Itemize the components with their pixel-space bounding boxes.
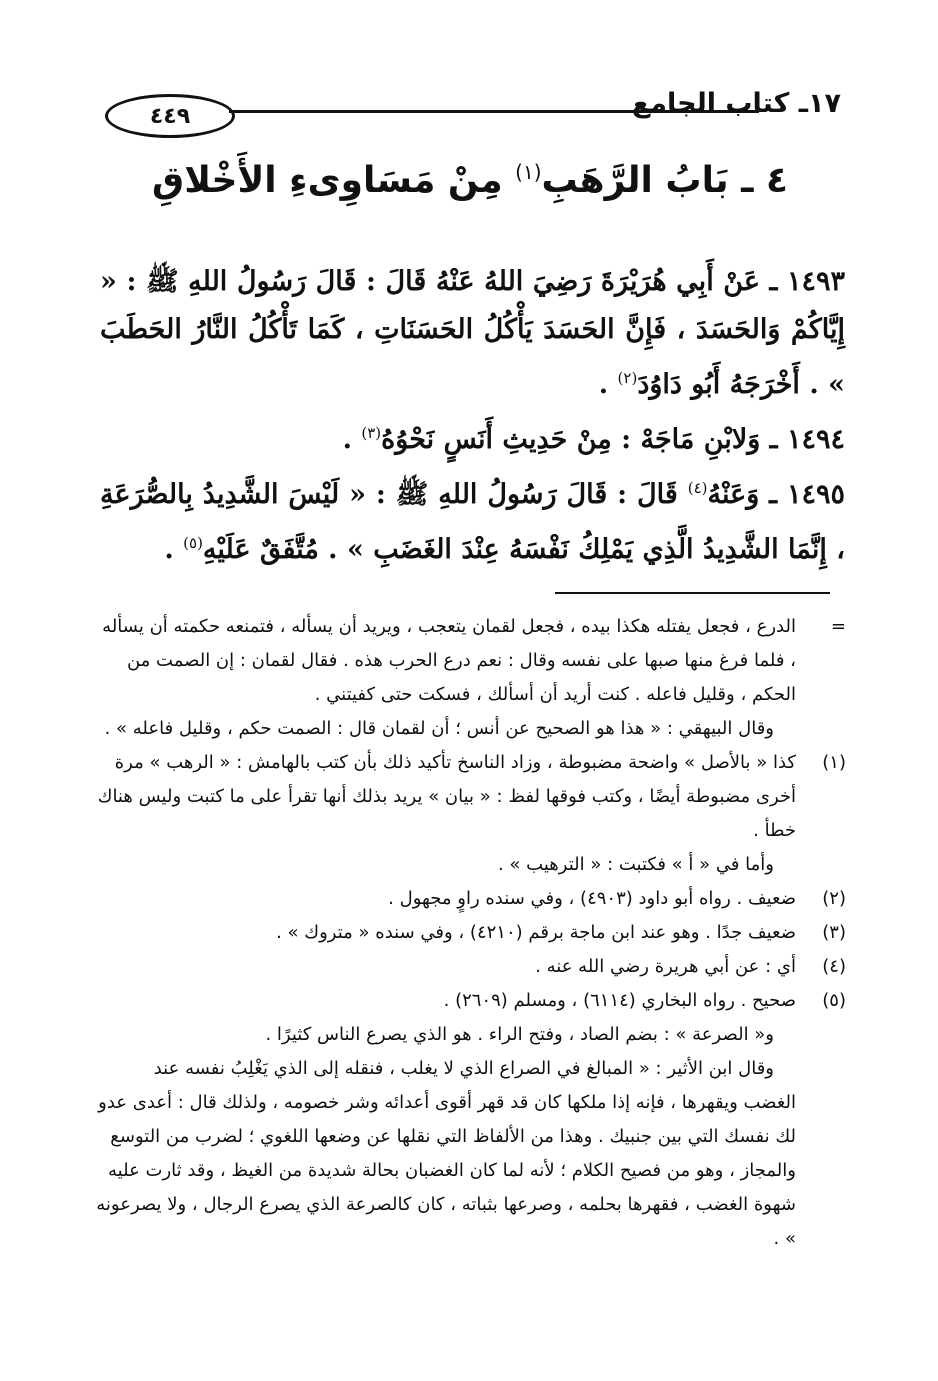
footnote-continued: [96, 610, 846, 746]
footnote-text: ضعيف جدًا . وهو عند ابن ماجة برقم (٤٢١٠) ، وفي سنده « متروك » .: [276, 922, 796, 943]
footnote-marker: (٣): [822, 922, 846, 943]
page-header: [95, 86, 855, 146]
footnote-ref: (١): [515, 160, 542, 184]
hadith-end: .: [598, 369, 618, 400]
footnote-separator: [555, 592, 830, 594]
footnote-text: الدرع ، فجعل يفتله هكذا بيده ، فجعل لقمان يتعجب ، ويريد أن يسأله ، فتمنعه حكمته أن يسأله ، فلما فرغ منها صبها على نفسه وقال : نعم درع الحرب هذه . فقال لقمان : إن الصمت من الحكم ، وقليل فاعله . كنت أريد أن أسألك ، فسكت حتى كفيتني .: [102, 616, 796, 705]
footnote-4: [96, 950, 846, 984]
hadith-end: .: [164, 534, 184, 565]
footnote-text: صحيح . رواه البخاري (٦١١٤) ، ومسلم (٢٦٠٩) .: [443, 990, 796, 1011]
footnote-text: وقال البيهقي : « هذا هو الصحيح عن أنس ؛ أن لقمان قال : الصمت حكم ، وقليل فاعله » .: [104, 718, 774, 739]
footnote-marker: (٢): [822, 888, 846, 909]
footnote-marker: (٤): [822, 956, 846, 977]
footnote-text: وأما في « أ » فكتبت : « الترهيب » .: [497, 854, 774, 875]
footnote-text: و« الصرعة » : بضم الصاد ، وفتح الراء . هو الذي يصرع الناس كثيرًا .: [265, 1024, 774, 1045]
page-number-badge: [105, 94, 235, 138]
hadith-1495: [100, 464, 845, 574]
chapter-heading-end: مِنْ مَسَاوِىءِ الأَخْلاقِ: [152, 160, 516, 201]
footnote-3: [96, 916, 846, 950]
footnote-5: [96, 984, 846, 1256]
hadith-body: ١٤٩٣ ـ عَنْ أَبِي هُرَيْرَةَ رَضِيَ اللهُ عَنْهُ قَالَ : قَالَ رَسُولُ اللهِ ﷺ : « إِيَّاكُمْ وَالحَسَدَ ، فَإِنَّ الحَسَدَ يَأْكُلُ الحَسَنَاتِ ، كَمَا تَأْكُلُ النَّارُ الحَطَبَ » . أَخْرَجَهُ أَبُو دَاوُدَ: [100, 266, 845, 400]
footnote-marker: (١): [822, 752, 846, 773]
running-title: ١٧ـ كتاب الجامع: [631, 88, 841, 119]
footnote-text: أي : عن أبي هريرة رضي الله عنه .: [535, 956, 796, 977]
footnote-ref: (٤): [687, 479, 708, 497]
footnote-marker: (٥): [822, 990, 846, 1011]
page-number: ٤٤٩: [149, 103, 191, 129]
hadith-body: قَالَ : قَالَ رَسُولُ اللهِ ﷺ : « لَيْسَ الشَّدِيدُ بِالصُّرَعَةِ ، إِنَّمَا الشَّدِيدُ الَّذِي يَمْلِكُ نَفْسَهُ عِنْدَ الغَضَبِ » . مُتَّفَقٌ عَلَيْهِ: [100, 479, 845, 565]
footnote-ref: (٥): [183, 534, 203, 552]
footnote-ref: (٣): [361, 424, 382, 442]
footnote-marker: =: [830, 616, 846, 637]
chapter-heading: [120, 160, 820, 201]
footnote-2: [96, 882, 846, 916]
footnote-text: ضعيف . رواه أبو داود (٤٩٠٣) ، وفي سنده راوٍ مجهول .: [388, 888, 796, 909]
footnote-text: كذا « بالأصل » واضحة مضبوطة ، وزاد الناسخ تأكيد ذلك بأن كتب بالهامش : « الرهب » مرة أخرى مضبوطة أيضًا ، وكتب فوقها لفظ : « بيان » يريد بذلك أنها تقرأ على ما كتبت وليس هناك خطأ .: [97, 752, 796, 841]
hadith-body: ١٤٩٥ ـ وَعَنْهُ: [707, 479, 846, 510]
hadith-text: [100, 258, 845, 574]
hadith-1494: [100, 409, 845, 464]
footnote-1: [96, 746, 846, 882]
chapter-heading-start: ٤ ـ بَابُ الرَّهَبِ: [541, 160, 788, 201]
hadith-end: .: [342, 424, 362, 455]
hadith-1493: [100, 258, 845, 409]
footnote-text: وقال ابن الأثير : « المبالغ في الصراع الذي لا يغلب ، فنقله إلى الذي يَغْلِبُ نفسه عند الغضب ويقهرها ، فإنه إذا ملكها كان قد قهر أقوى أعدائه وشر خصومه ، ولذلك قال : أعدى عدو لك نفسك التي بين جنبيك . وهذا من الألفاظ التي نقلها عن وضعها اللغوي ؛ لضرب من التوسع والمجاز ، وهو من فصيح الكلام ؛ لأنه لما كان الغضبان بحالة شديدة من الغيظ ، وقد ثارت عليه شهوة الغضب ، فقهرها بحلمه ، وصرعها بثباته ، كان كالصرعة الذي يصرع الرجال ، ولا يصرعونه » .: [96, 1058, 796, 1249]
hadith-body: ١٤٩٤ ـ وَلابْنِ مَاجَهْ : مِنْ حَدِيثِ أَنَسٍ نَحْوُهُ: [381, 424, 845, 455]
footnote-ref: (٢): [617, 369, 638, 387]
footnotes: [96, 610, 846, 1256]
